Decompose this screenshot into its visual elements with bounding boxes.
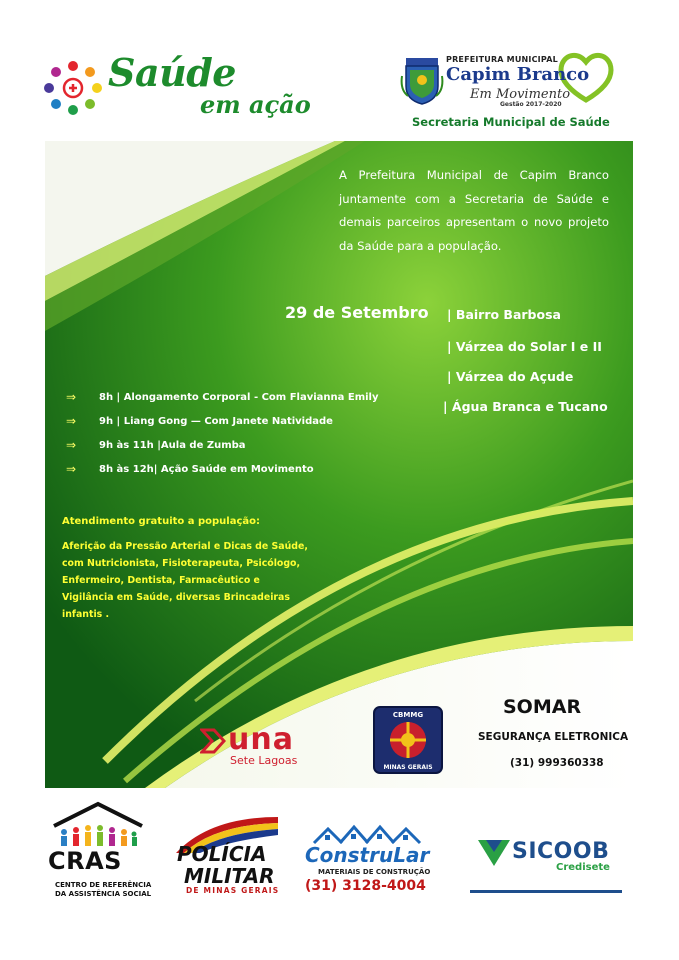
intro-paragraph: A Prefeitura Municipal de Capim Branco juntamente com a Secretaria de Saúde e demais parceiros apresentam o novo projeto da Saúde para a população. [339,168,609,253]
arrow-right-icon: ⇒ [66,414,77,428]
cbmmg-label: CBMMG [392,711,424,719]
sicoob-underline [470,890,622,893]
schedule-item: 9h | Liang Gong — Com Janete Natividade [99,416,333,427]
event-date: 29 de Setembro [285,303,429,322]
constrular-houses-icon [312,823,424,845]
somar-subtitle: SEGURANÇA ELETRONICA [478,731,629,743]
city-name: Capim Branco [446,64,590,85]
location-item: | Bairro Barbosa [447,307,561,322]
fire-department-badge-icon [373,706,443,774]
una-chevron-icon [200,728,226,754]
somar-phone: (31) 999360338 [510,757,604,769]
constrular-phone: (31) 3128-4004 [305,878,426,894]
schedule-item: 9h às 11h |Aula de Zumba [99,440,246,451]
city-motto: Em Movimento [470,87,571,102]
secretaria-name: Secretaria Municipal de Saúde [412,115,610,129]
location-item: | Várzea do Solar I e II [447,339,602,354]
location-item: | Água Branca e Tucano [443,399,608,414]
arrow-right-icon: ⇒ [66,390,77,404]
minas-gerais-label: DE MINAS GERAIS [186,886,280,895]
cbmmg-state-label: MINAS GERAIS [383,764,433,771]
arrow-right-icon: ⇒ [66,462,77,476]
brand-subtitle: em ação [200,90,311,119]
constrular-subtitle: MATERIAIS DE CONSTRUÇÃO [318,868,431,876]
cras-logo-text: CRAS [48,847,122,875]
una-logo-text: una [228,722,294,757]
cras-subtitle-line1: CENTRO DE REFERÊNCIA [55,881,152,889]
brand-title: Saúde [108,50,236,95]
policia-label: POLÍCIA [177,842,267,866]
cras-subtitle-line2: DA ASSISTÊNCIA SOCIAL [55,890,152,898]
constrular-name: ConstruLar [305,843,430,867]
saude-em-acao-logo-icon [42,58,104,116]
sicoob-name: SICOOB [512,839,610,864]
militar-label: MILITAR [184,864,275,888]
location-item: | Várzea do Açude [447,369,574,384]
somar-title: SOMAR [503,696,582,718]
arrow-right-icon: ⇒ [66,438,77,452]
schedule-item: 8h às 12h| Ação Saúde em Movimento [99,464,314,475]
city-coat-of-arms-icon [400,56,444,106]
sicoob-subtitle: Credisete [556,862,610,873]
attendance-heading: Atendimento gratuito a população: [62,516,261,527]
administration-term: Gestão 2017-2020 [500,101,562,108]
cras-house-people-icon [50,800,146,850]
prefeitura-label: PREFEITURA MUNICIPAL [446,55,558,64]
sicoob-triangle-icon [476,838,512,868]
schedule-item: 8h | Alongamento Corporal - Com Flavianna Emily [99,392,379,403]
una-subtitle: Sete Lagoas [230,754,298,767]
attendance-body: Aferição da Pressão Arterial e Dicas de Saúde, com Nutricionista, Fisioterapeuta, Psicólogo, Enfermeiro, Dentista, Farmacêutico e Vigilância em Saúde, diversas Brincadeiras infantis . [62,541,308,620]
